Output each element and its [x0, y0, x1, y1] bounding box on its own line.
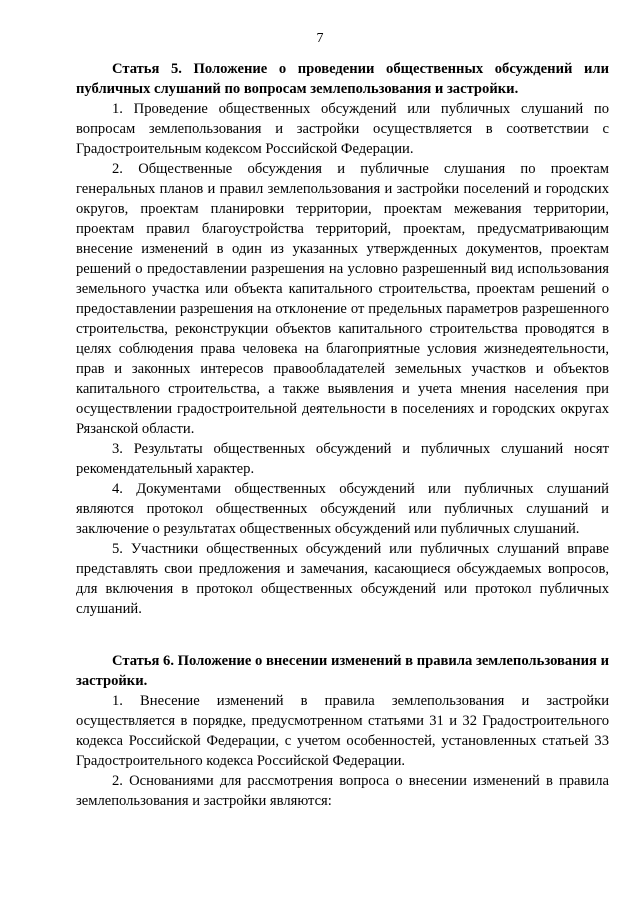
article-5-paragraph-5: 5. Участники общественных обсуждений или публичных слушаний вправе представлять свои предложения и замечания, касающиеся обсуждаемых вопросов, для включения в протокол общественных обсуждений или протокол публичных слушаний. [76, 541, 609, 617]
article-6-paragraph-1: 1. Внесение изменений в правила землепользования и застройки осуществляется в порядке, предусмотренном статьями 31 и 32 Градостроительного кодекса Российской Федерации, с учетом особенностей, установленных статьей 33 Градостроительного кодекса Российской Федерации. [76, 693, 609, 769]
article-5-paragraph-4: 4. Документами общественных обсуждений или публичных слушаний являются протокол общественных обсуждений или публичных слушаний и заключение о результатах общественных обсуждений или публичных слушаний. [76, 481, 609, 537]
article-5-paragraph-1: 1. Проведение общественных обсуждений или публичных слушаний по вопросам землепользования и застройки осуществляется в соответствии с Градостроительным кодексом Российской Федерации. [76, 101, 609, 157]
section-spacer [76, 619, 609, 651]
article-6-heading: Статья 6. Положение о внесении изменений в правила землепользования и застройки. [76, 653, 609, 689]
page-number: 7 [316, 31, 324, 46]
document-body [76, 59, 609, 811]
article-5-paragraph-2: 2. Общественные обсуждения и публичные слушания по проектам генеральных планов и правил землепользования и застройки поселений и городских округов, проектам планировки территории, проектам межевания территории, проектам правил благоустройства территорий, проектам, предусматривающим внесение изменений в один из указанных утвержденных документов, проектам решений о предоставлении разрешения на условно разрешенный вид использования земельного участка или объекта капитального строительства, проектам решений о предоставлении разрешения на отклонение от предельных параметров разрешенного строительства, реконструкции объектов капитального строительства проводятся в целях соблюдения права человека на благоприятные условия жизнедеятельности, прав и законных интересов правообладателей земельных участков и объектов капитального строительства, а также выявления и учета мнения населения при осуществлении градостроительной деятельности в поселениях и городских округах Рязанской области. [76, 161, 609, 437]
article-5-paragraph-3: 3. Результаты общественных обсуждений и публичных слушаний носят рекомендательный характер. [76, 441, 609, 477]
article-6-paragraph-2: 2. Основаниями для рассмотрения вопроса о внесении изменений в правила землепользования и застройки являются: [76, 773, 609, 809]
article-5-heading: Статья 5. Положение о проведении общественных обсуждений или публичных слушаний по вопросам землепользования и застройки. [76, 61, 609, 97]
